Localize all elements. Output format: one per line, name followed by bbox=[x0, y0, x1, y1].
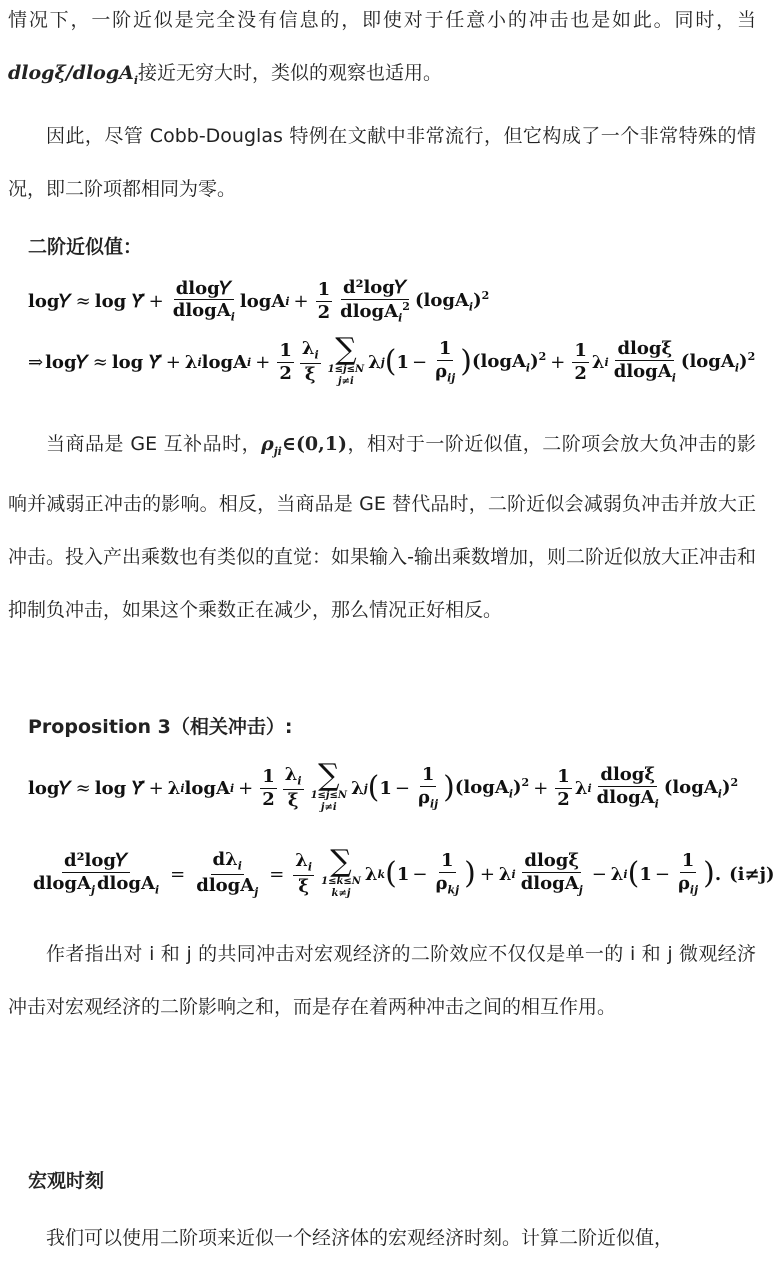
summation-k: ∑ 1≤k≤N k≠j bbox=[321, 844, 361, 899]
equation-second-order-2: ⇒ log𝛶 ≈ log 𝛶̄ + λ i logA i + $\frac{1}{2}$ $\frac{\lambda_i}{\xi}$ ∑ 1≤j≤N j≠i λ j ( 1 − $\frac{1}{\rho_{ij}}$ ) $(\log A_i)^2$ + $\frac{1}{2}$ λ i $\frac{dlog\xi}{dlogA_i}$ $(\log A_i)^2$ bbox=[28, 332, 756, 387]
paragraph-4: 作者指出对 i 和 j 的共同冲击对宏观经济的二阶效应不仅仅是单一的 i 和 j 微观经济冲击对宏观经济的二阶影响之和，而是存在着两种冲击之间的相互作用。 bbox=[8, 943, 756, 1018]
paragraph-3: 当商品是 GE 互补品时，$\rho_{ji}\in(0,1)$，相对于一阶近似值，二阶项会放大负冲击的影响并减弱正冲击的影响。相反，当商品是 GE 替代品时，二阶近似会减弱负冲击并放大正冲击。投入产出乘数也有类似的直觉：如果输入-输出乘数增加，则二阶近似放大正冲击和抑制负冲击，如果这个乘数正在减少，那么情况正好相反。 bbox=[8, 433, 756, 621]
equation-proposition-1: log𝛶 ≈ log 𝛶̄ + λ i logA i + $\frac{1}{2}$ $\frac{\lambda_i}{\xi}$ ∑ 1≤j≤N j≠i λ j ( 1 − $\frac{1}{\rho_{ij}}$ ) $(\log A_i)^2$ + $\frac{1}{2}$ λ i $\frac{dlog\xi}{dlogA_i}$ $(\log A_i)^2$ bbox=[28, 758, 739, 813]
heading-second-order: 二阶近似值： bbox=[28, 236, 143, 258]
heading-proposition: Proposition 3（相关冲击）: bbox=[28, 716, 293, 738]
paragraph-2: 因此，尽管 Cobb-Douglas 特例在文献中非常流行，但它构成了一个非常特殊的情况，即二阶项都相同为零。 bbox=[8, 125, 756, 200]
inline-math-dlogxi: dlogξ/dlogA$_i$ bbox=[8, 62, 139, 87]
heading-macro-moments: 宏观时刻 bbox=[28, 1170, 105, 1192]
paragraph-1-tail: 接近无穷大时，类似的观察也适用。 bbox=[138, 62, 443, 84]
inline-math-rho: $\rho_{ji}\in(0,1)$ bbox=[261, 433, 347, 458]
equation-second-order-1: log𝛶 ≈ log 𝛶̄ + $\frac{\text{dlog𝛶}}{dlogA_i}$ logA i + $\frac{1}{2}$ $\frac{\text{d²log𝛶}}{dlogA_i^2}$ $(\log A_i)^2$ bbox=[28, 277, 490, 325]
paragraph-1-text: 情况下，一阶近似是完全没有信息的，即使对于任意小的冲击也是如此。同时，当 bbox=[8, 9, 756, 31]
paragraph-5: 我们可以使用二阶项来近似一个经济体的宏观经济时刻。计算二阶近似值， bbox=[46, 1227, 674, 1249]
summation-j: ∑ 1≤j≤N j≠i bbox=[327, 332, 365, 387]
equation-proposition-2: $\frac{\text{d²log𝛶}}{dlogA_j dlogA_i}$ = $\frac{d\lambda_i}{dlogA_j}$ = $\frac{\lambda_i}{\xi}$ ∑ 1≤k≤N k≠j λ k ( 1 − $\frac{1}{\rho_{kj}}$ ) + λ i $\frac{dlog\xi}{dlogA_j}$ − λ i ( 1 − $\frac{1}{\rho_{ij}}$ ) . (i≠j) bbox=[33, 844, 775, 899]
summation-j-2: ∑ 1≤j≤N j≠i bbox=[310, 758, 348, 813]
paragraph-1 bbox=[8, 0, 756, 107]
